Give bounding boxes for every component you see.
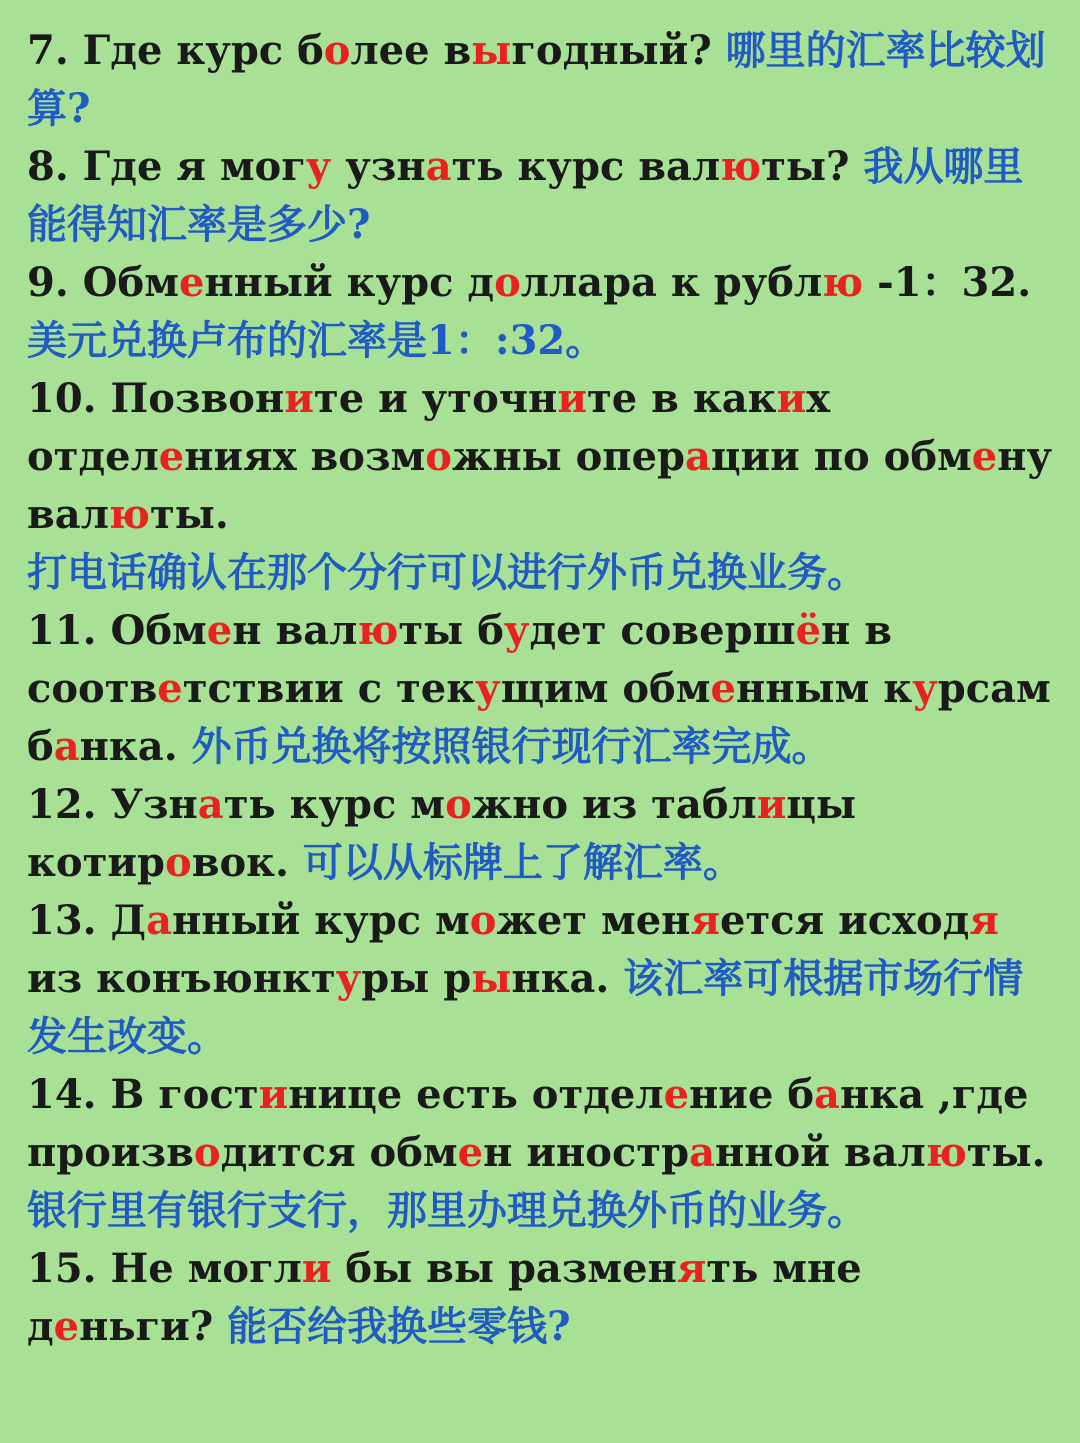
russian-text: те в как [586,375,777,422]
stressed-vowel: е [971,433,998,480]
chinese-translation: 银行里有银行支行，那里办理兑换外币的业务。 [27,1187,867,1234]
russian-text: 7. Где курс б [27,27,324,74]
phrase-item [27,370,1060,602]
russian-text: 11. Обм [27,607,207,654]
chinese-translation: 打电话确认在那个分行可以进行外币兑换业务。 [27,549,867,596]
stressed-vowel: е [158,433,185,480]
russian-text: бы вы размен [331,1245,677,1292]
russian-text: дет соверш [529,607,796,654]
stressed-vowel: у [305,143,332,190]
russian-text: ры р [361,955,472,1002]
russian-text: -1：32. [863,259,1032,306]
stressed-vowel: ю [822,259,864,306]
stressed-vowel: ы [471,955,512,1002]
russian-text: 12. Узн [27,781,198,828]
russian-text: ллара к рубл [520,259,823,306]
stressed-vowel: е [710,665,736,712]
russian-text: узн [331,143,426,190]
russian-text: нный курс м [172,897,470,944]
russian-text: ты? [761,143,864,190]
stressed-vowel: я [690,897,721,944]
stressed-vowel: я [676,1245,707,1292]
stressed-vowel: я [969,897,999,944]
stressed-vowel: о [494,259,521,306]
russian-text: 9. Обм [27,259,179,306]
russian-text: 13. Д [27,897,147,944]
phrase-item [27,254,1060,370]
russian-text: ции по обм [710,433,972,480]
russian-text: щим обм [500,665,711,712]
russian-text: н в соотв [27,607,893,712]
chinese-translation: 美元兑换卢布的汇率是1：:32。 [27,317,606,364]
russian-text: ть курс м [223,781,446,828]
stressed-vowel: ю [357,607,399,654]
stressed-vowel: о [469,897,497,944]
russian-text: ть мне д [27,1245,862,1350]
russian-text: ние б [689,1071,815,1118]
stressed-vowel: е [206,607,233,654]
chinese-translation: 该汇率可根据市场行情发生改变。 [27,955,1024,1060]
stressed-vowel: ю [720,143,762,190]
stressed-vowel: е [53,1303,80,1350]
russian-text: ть курс вал [451,143,721,190]
russian-text: жет мен [496,897,691,944]
russian-text: н иностр [483,1129,690,1176]
phrase-item [27,1240,1060,1356]
stressed-vowel: о [445,781,472,828]
russian-text: ньги? [79,1303,228,1350]
russian-text: вок. [191,839,303,886]
russian-text: годный? [511,27,726,74]
stressed-vowel: и [557,375,587,422]
russian-text: н вал [232,607,358,654]
stressed-vowel: а [814,1071,840,1118]
russian-text: тствии с тек [182,665,476,712]
stressed-vowel: о [165,839,192,886]
russian-text: нка. [511,955,624,1002]
stressed-vowel: е [457,1129,484,1176]
stressed-vowel: а [146,897,173,944]
russian-text: ты. [149,491,229,538]
russian-text: нным к [735,665,913,712]
phrase-item [27,776,1060,892]
phrase-item [27,138,1060,254]
stressed-vowel: а [685,433,711,480]
russian-text: те и уточн [313,375,558,422]
russian-text: х отдел [27,375,831,480]
stressed-vowel: е [663,1071,690,1118]
russian-text: 15. Не могл [27,1245,302,1292]
stressed-vowel: о [425,433,452,480]
stressed-vowel: и [756,781,787,828]
chinese-translation: 哪里的汇率比较划算? [27,27,1046,132]
stressed-vowel: ё [795,607,822,654]
stressed-vowel: а [197,781,224,828]
stressed-vowel: и [284,375,314,422]
phrase-item [27,1066,1060,1240]
stressed-vowel: у [475,665,501,712]
stressed-vowel: о [323,27,351,74]
stressed-vowel: ы [471,27,512,74]
stressed-vowel: у [335,955,362,1002]
stressed-vowel: е [157,665,183,712]
chinese-translation: 外币兑换将按照银行现行汇率完成。 [191,723,832,770]
russian-text: 8. Где я мог [27,143,306,190]
russian-text: из конъюнкт [27,955,336,1002]
russian-text: нице есть отдел [288,1071,664,1118]
stressed-vowel: ю [925,1129,967,1176]
stressed-vowel: у [912,665,938,712]
russian-text: 10. Позвон [27,375,285,422]
stressed-vowel: и [258,1071,289,1118]
russian-text: ты б [398,607,504,654]
stressed-vowel: и [776,375,807,422]
phrase-item [27,22,1060,138]
russian-text: ниях возм [184,433,426,480]
stressed-vowel: о [193,1129,221,1176]
russian-text: ется исход [720,897,970,944]
russian-text: дится обм [220,1129,458,1176]
russian-text: нный курс д [204,259,495,306]
russian-text: нка. [79,723,192,770]
stressed-vowel: а [425,143,452,190]
chinese-translation: 我从哪里能得知汇率是多少? [27,143,1024,248]
russian-text: ну вал [27,433,1053,538]
stressed-vowel: и [301,1245,332,1292]
russian-text: жны опер [451,433,686,480]
stressed-vowel: а [689,1129,715,1176]
russian-text: рсам б [27,665,1051,770]
russian-text: нной вал [714,1129,926,1176]
phrase-item [27,892,1060,1066]
stressed-vowel: е [178,259,205,306]
russian-text: жно из табл [471,781,757,828]
stressed-vowel: у [503,607,530,654]
russian-text: цы котир [27,781,857,886]
chinese-translation: 能否给我换些零钱? [227,1303,571,1350]
russian-text: ты. [966,1129,1046,1176]
russian-text: 14. В гост [27,1071,259,1118]
phrase-item [27,602,1060,776]
stressed-vowel: а [53,723,80,770]
phrase-list [27,22,1060,1356]
chinese-translation: 可以从标牌上了解汇率。 [302,839,743,886]
stressed-vowel: ю [108,491,150,538]
russian-text: нка ,где произв [27,1071,1029,1176]
russian-text: лее в [350,27,472,74]
